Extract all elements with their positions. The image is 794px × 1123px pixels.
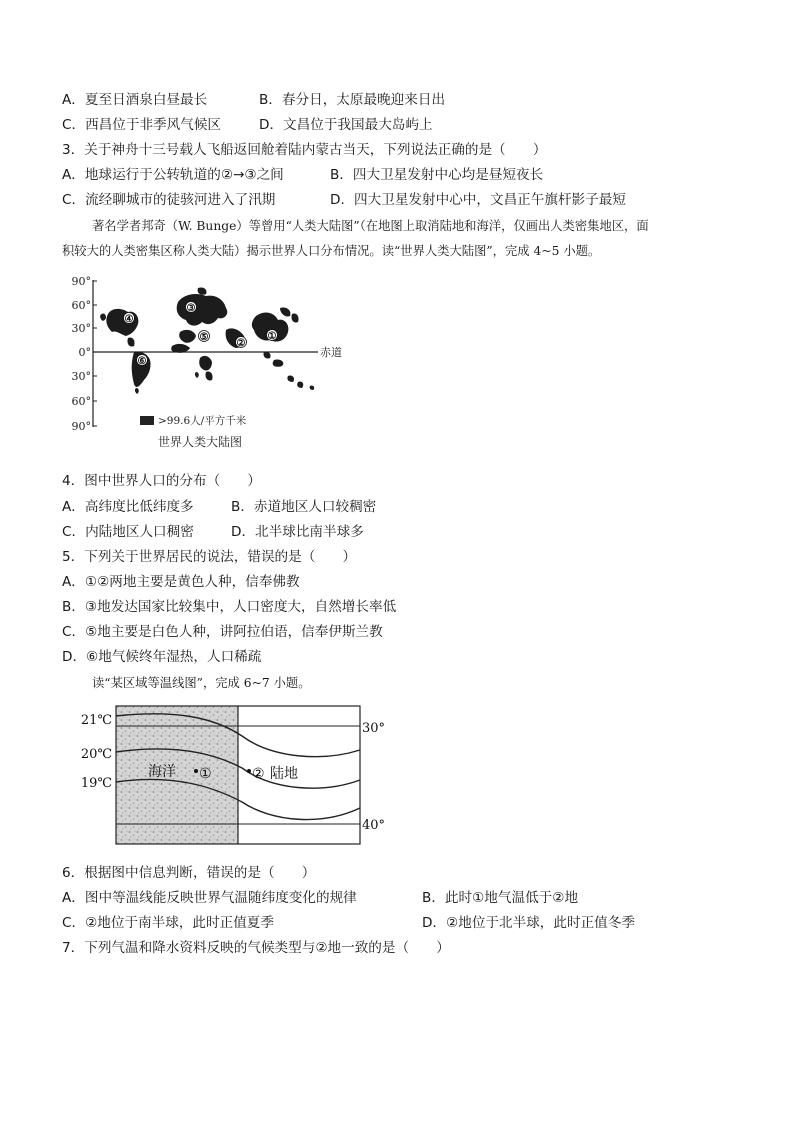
lat-label-90n: 90° (71, 275, 91, 288)
ocean-area (116, 706, 238, 844)
marker-1: ① (267, 331, 277, 342)
point-1-dot (194, 769, 198, 773)
equator-label: 赤道 (320, 346, 342, 359)
lat-label-30n: 30° (71, 322, 91, 335)
q2-option-c: C．西昌位于非季风气候区 (62, 117, 222, 133)
lat-label-60n: 60° (71, 299, 91, 312)
marker-6: ⑥ (137, 356, 147, 367)
temp-label-21: 21℃ (80, 713, 112, 728)
q6-option-c: C．②地位于南半球，此时正值夏季 (62, 915, 274, 931)
lat-label-0: 0° (78, 346, 91, 359)
q3-option-a: A．地球运行于公转轨道的②→③之间 (62, 167, 284, 183)
q4-option-c: C．内陆地区人口稠密 (62, 524, 194, 540)
land-label: 陆地 (270, 766, 298, 782)
legend-text: >99.6人/平方千米 (158, 415, 247, 427)
lat-label-30s: 30° (71, 370, 91, 383)
q6-option-d: D．②地位于北半球，此时正值冬季 (422, 915, 635, 931)
q3-option-b: B．四大卫星发射中心均是昼短夜长 (330, 167, 544, 183)
q5-option-d: D．⑥地气候终年湿热，人口稀疏 (62, 649, 262, 665)
lat-label-40: 40° (362, 818, 386, 833)
q6-option-a: A．图中等温线能反映世界气温随纬度变化的规律 (62, 890, 357, 906)
q4-option-a: A．高纬度比低纬度多 (62, 499, 194, 515)
passage-line-1: 著名学者邦奇（W. Bunge）等曾用“人类大陆图”（在地图上取消陆地和海洋，仅画出人类密集地区，面 (92, 219, 649, 233)
q4-stem: 4．图中世界人口的分布（ ） (62, 473, 261, 489)
isotherm-diagram (72, 702, 392, 850)
point-2-dot (247, 769, 251, 773)
map-caption: 世界人类大陆图 (157, 435, 243, 449)
q3-stem: 3．关于神舟十三号载人飞船返回舱着陆内蒙古当天，下列说法正确的是（ ） (62, 142, 547, 158)
q7-stem: 7．下列气温和降水资料反映的气候类型与②地一致的是（ ） (62, 940, 450, 956)
q2-option-a: A．夏至日酒泉白昼最长 (62, 92, 208, 108)
q5-option-b: B．③地发达国家比较集中，人口密度大，自然增长率低 (62, 599, 397, 615)
point-1-label: ① (199, 766, 212, 782)
passage-line-2: 积较大的人类密集区称人类大陆）揭示世界人口分布情况。读“世界人类大陆图”，完成 4~5 小题。 (62, 244, 601, 258)
q6-stem: 6．根据图中信息判断，错误的是（ ） (62, 865, 316, 881)
lat-label-60s: 60° (71, 395, 91, 408)
q4-option-d: D．北半球比南半球多 (231, 524, 364, 540)
passage-2: 读“某区域等温线图”，完成 6~7 小题。 (92, 676, 311, 690)
lat-label-90s: 90° (71, 420, 91, 433)
ocean-label: 海洋 (148, 764, 176, 780)
lat-label-30: 30° (362, 721, 386, 736)
world-human-continent-map (60, 272, 350, 452)
temp-label-20: 20℃ (80, 747, 112, 762)
q5-option-c: C．⑤地主要是白色人种，讲阿拉伯语，信奉伊斯兰教 (62, 624, 383, 640)
point-2-label: ② (252, 766, 265, 782)
q3-option-d: D．四大卫星发射中心中，文昌正午旗杆影子最短 (330, 192, 626, 208)
q2-option-d: D．文昌位于我国最大岛屿上 (259, 117, 433, 133)
marker-2: ② (236, 338, 246, 349)
q4-option-b: B．赤道地区人口较稠密 (231, 499, 377, 515)
q3-option-c: C．流经聊城市的徒骇河进入了汛期 (62, 192, 276, 208)
marker-3: ③ (186, 303, 196, 314)
q5-stem: 5．下列关于世界居民的说法，错误的是（ ） (62, 549, 357, 565)
legend-swatch (140, 416, 154, 425)
q5-option-a: A．①②两地主要是黄色人种，信奉佛教 (62, 574, 300, 590)
temp-label-19: 19℃ (80, 776, 112, 791)
marker-5: ⑤ (199, 332, 209, 343)
q6-option-b: B．此时①地气温低于②地 (422, 890, 579, 906)
q2-option-b: B．春分日，太原最晚迎来日出 (259, 92, 446, 108)
marker-4: ④ (124, 314, 134, 325)
